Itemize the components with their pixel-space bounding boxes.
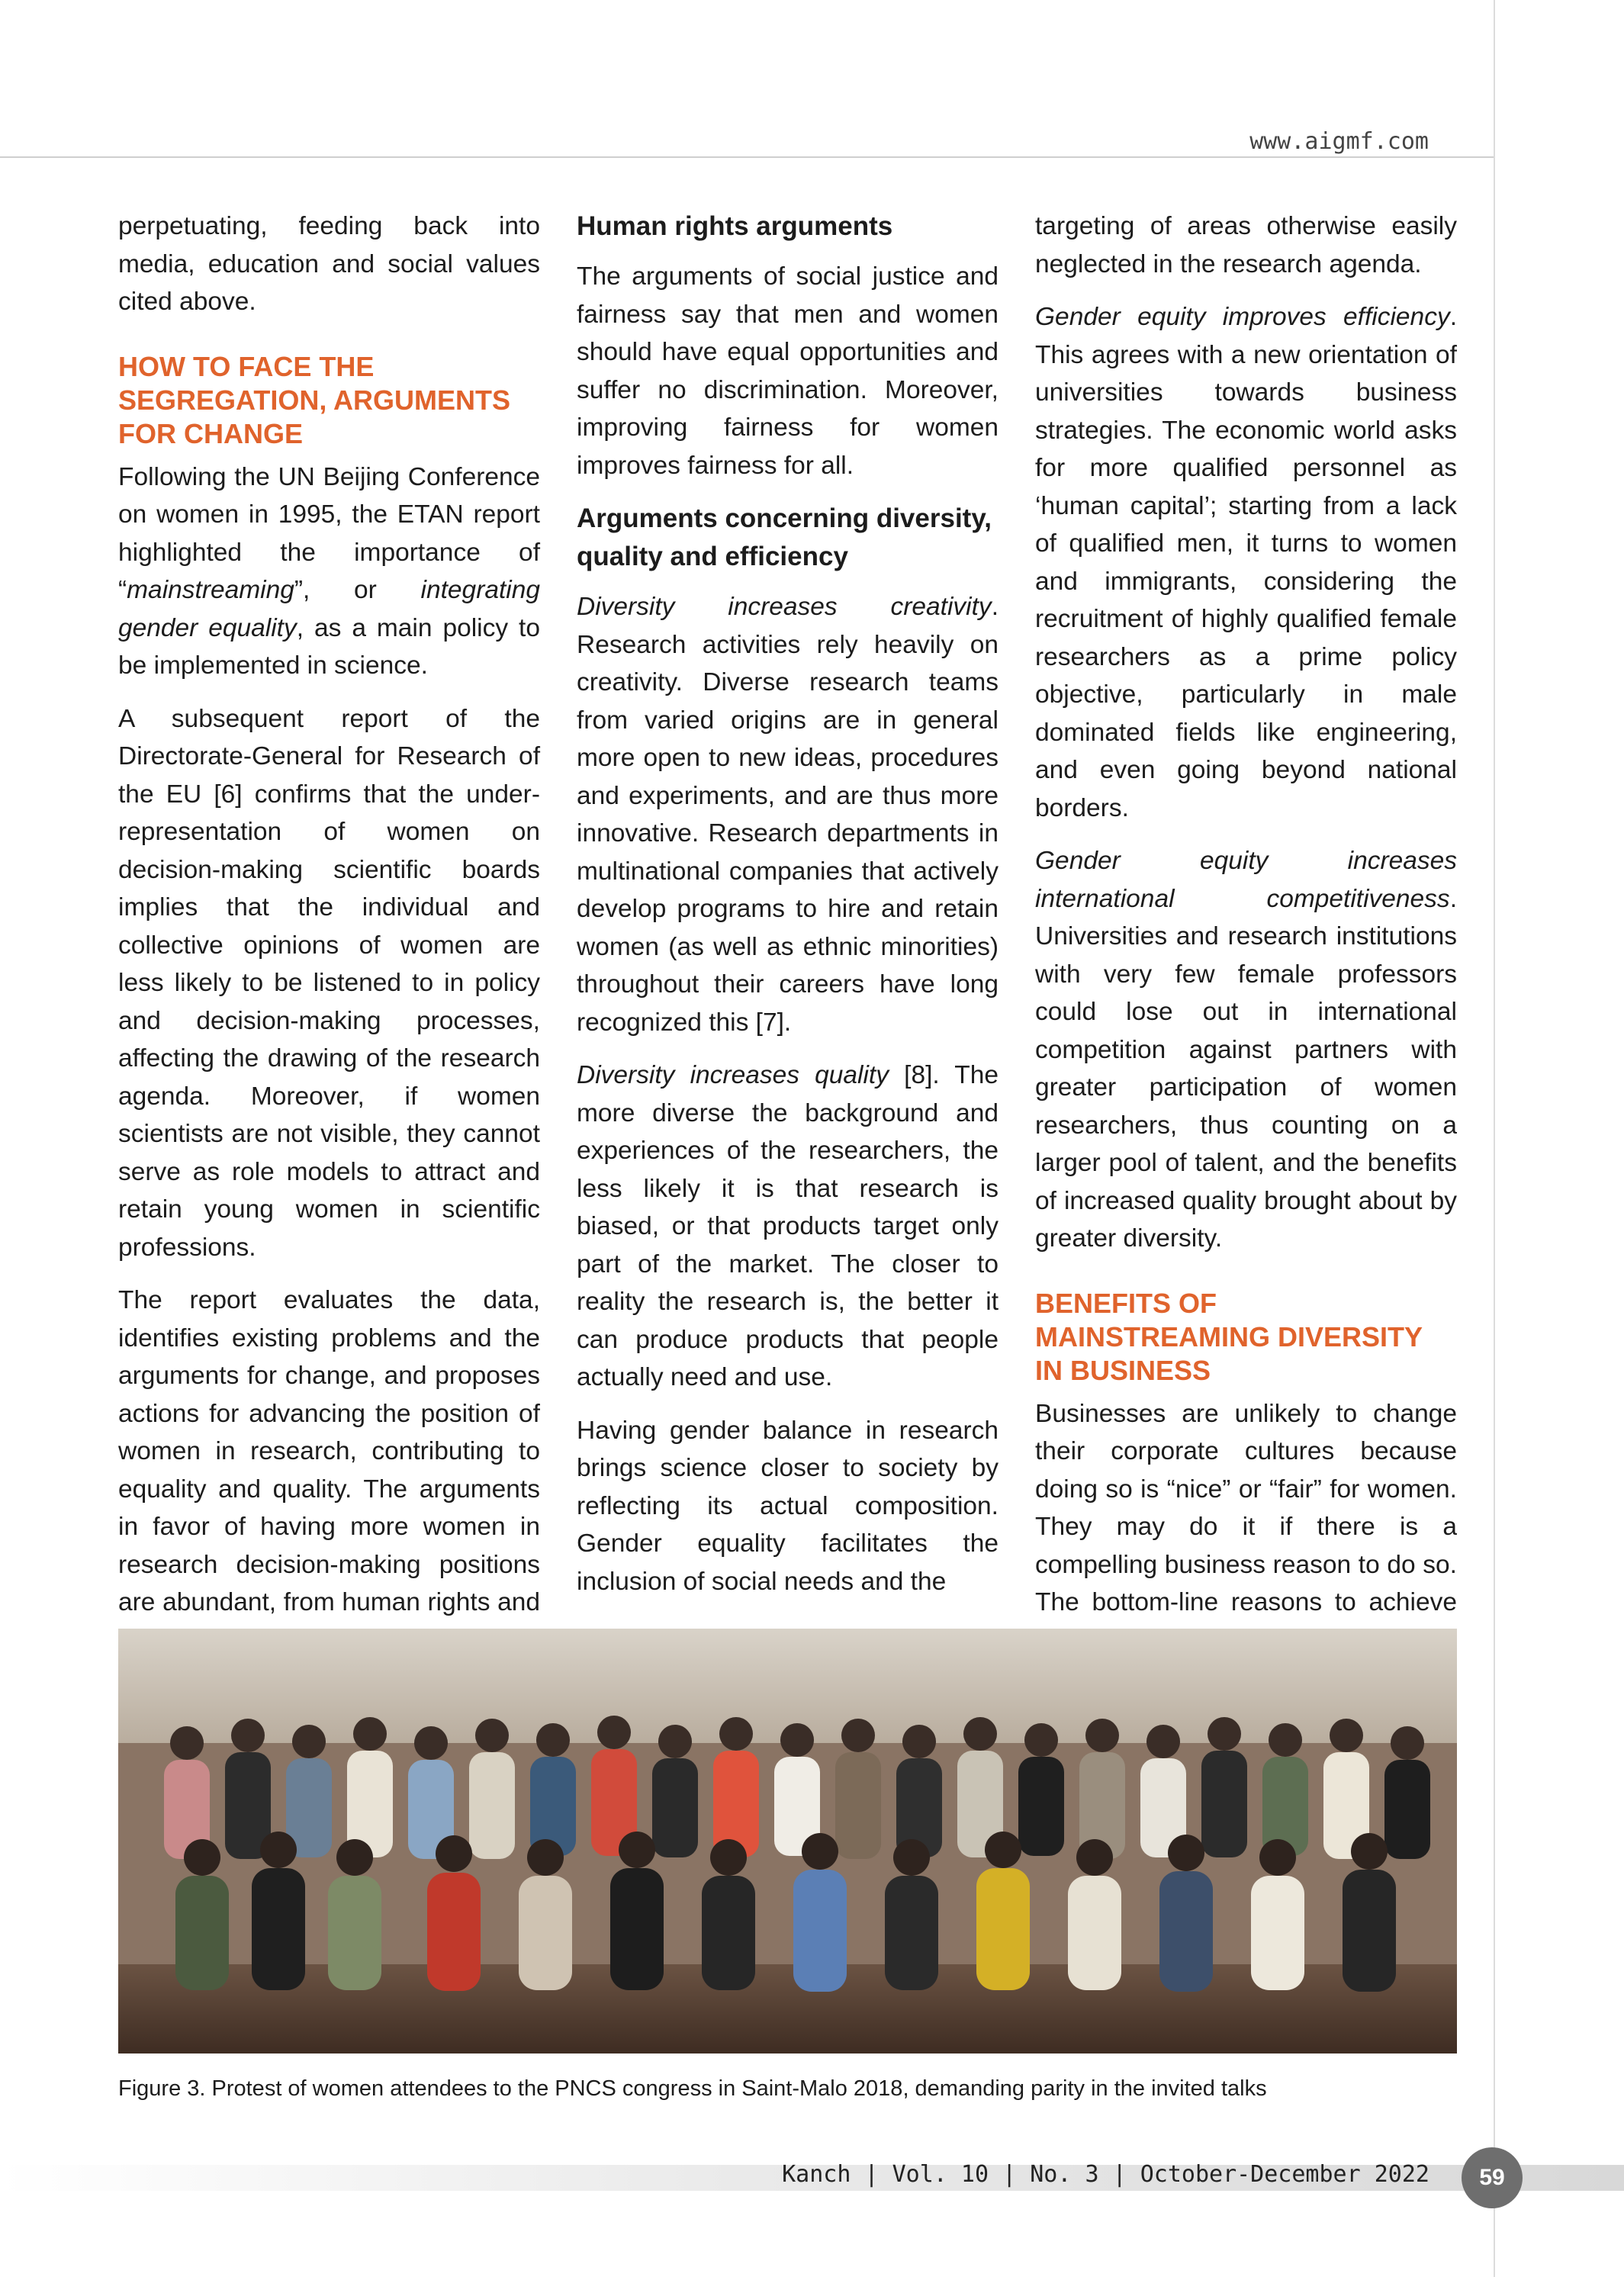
site-url: www.aigmf.com: [1249, 128, 1429, 155]
paragraph: The report evaluates the data, identifies existing problems and the arguments for change, and proposes actions for advancing the position of women in research, contributing to equality and quality. The arguments in favor of having more women in research decision-making positions are abundant, from human rights and: [118, 1286, 540, 1616]
paragraph: targeting of areas otherwise easily neglected in the research agenda.: [1035, 212, 1457, 278]
column-1: [118, 207, 540, 1674]
paragraph: perpetuating, feeding back into media, education and social values cited above.: [118, 212, 540, 316]
paragraph: A subsequent report of the Directorate-General for Research of the EU [6] confirms that the under-representation of women on decision-making scientific boards implies that the individual and collective opinions of women are less likely to be listened to in policy and decision-making processes, affecting the drawing of the research agenda. Moreover, if women scientists are not visible, they cannot serve as role models to attract and retain young women in scientific professions.: [118, 704, 540, 1262]
group-photo: [118, 1629, 1457, 2053]
section-heading: BENEFITS OF MAINSTREAMING DIVERSITY IN BUSINESS: [1035, 1287, 1423, 1386]
header-rule: [0, 156, 1494, 158]
journal-citation: Kanch | Vol. 10 | No. 3 | October-December 2022: [782, 2161, 1429, 2188]
subsection-heading: Arguments concerning diversity, quality and efficiency: [577, 503, 992, 571]
paragraph: Gender equity improves efficiency. This agrees with a new orientation of universities towards business strategies. The economic world asks for more qualified personnel as ‘human capital’; starting from a lack of qualified men, it turns to women and immigrants, considering the recruitment of highly qualified female researchers as a prime policy objective, particularly in male dominated fields like engineering, and even going beyond national borders.: [1035, 303, 1457, 822]
paragraph: Diversity increases quality [8]. The more diverse the background and experiences of the researchers, the less likely it is that research is biased, or that products target only part of the market. The closer to reality the research is, the better it can produce products that people actually need and use.: [577, 1061, 999, 1391]
paragraph: Businesses are unlikely to change their corporate cultures because doing so is “nice” or “fair” for women. They may do it if there is a compelling business reason to do so. The bottom-line reasons to achieve: [1035, 1399, 1457, 1616]
figure-caption: Figure 3. Protest of women attendees to the PNCS congress in Saint-Malo 2018, demanding parity in the invited talks: [118, 2076, 1267, 2101]
paragraph: Diversity increases creativity. Research activities rely heavily on creativity. Diverse research teams from varied origins are in general more open to new ideas, procedures and experiments, and are thus more innovative. Research departments in multinational companies that actively develop programs to hire and retain women (as well as ethnic minorities) throughout their careers have long recognized this [7].: [577, 593, 999, 1037]
paragraph: Gender equity increases international competitiveness. Universities and research institutions with very few female professors could lose out in international competition against partners with greater participation of women researchers, thus counting on a larger pool of talent, and the benefits of increased quality brought about by greater diversity.: [1035, 847, 1457, 1253]
paragraph: The arguments of social justice and fairness say that men and women should have equal opportunities and suffer no discrimination. Moreover, improving fairness for women improves fairness for all.: [577, 262, 999, 480]
margin-rule: [1494, 0, 1495, 2277]
paragraph: Having gender balance in research brings science closer to society by reflecting its actual composition. Gender equality facilitates the inclusion of social needs and the: [577, 1416, 999, 1596]
page-number: 59: [1462, 2147, 1523, 2208]
paragraph: Following the UN Beijing Conference on women in 1995, the ETAN report highlighted the importance of “mainstreaming”, or integrating gender equality, as a main policy to be implemented in science.: [118, 462, 540, 680]
column-2: [577, 207, 999, 1616]
column-3: [1035, 207, 1457, 1713]
subsection-heading: Human rights arguments: [577, 211, 893, 241]
section-heading: HOW TO FACE THE SEGREGATION, ARGUMENTS FOR CHANGE: [118, 350, 511, 449]
